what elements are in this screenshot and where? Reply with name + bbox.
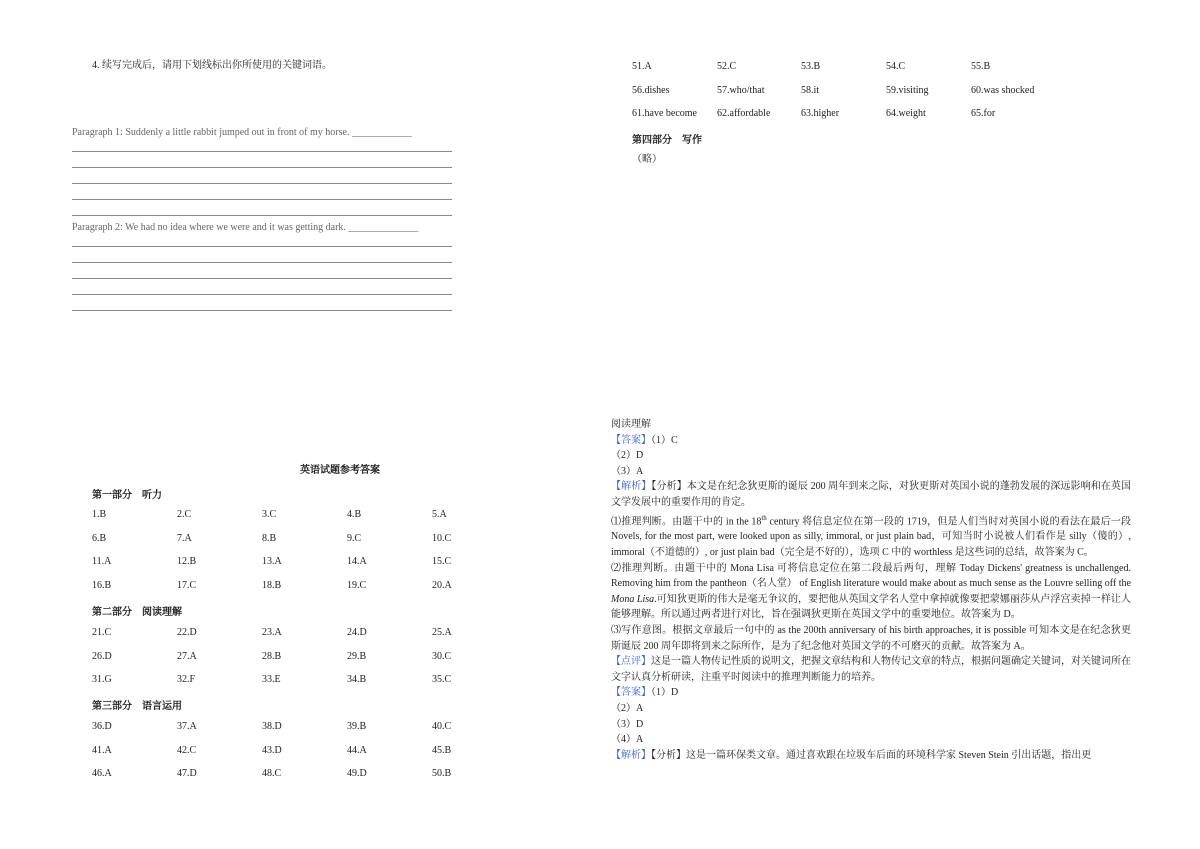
answer-cell: 19.C: [347, 579, 367, 591]
writing-line: [72, 246, 452, 247]
part3-title: 第三部分 语言运用: [92, 701, 182, 712]
answer-cell: 10.C: [432, 532, 452, 544]
answer-cell: 48.C: [262, 768, 282, 779]
answer-cell: 52.C: [717, 61, 737, 72]
answer-row: [92, 745, 472, 759]
answer-row: [92, 509, 472, 523]
answer-cell: 27.A: [177, 650, 197, 662]
explanation-block: [611, 417, 1131, 763]
answer-cell: 7.A: [177, 532, 192, 544]
answer-cell: 58.it: [801, 84, 820, 96]
answer-cell: 59.visiting: [886, 84, 929, 96]
answer-2-2: （2）A: [611, 703, 644, 715]
answer-row: [632, 108, 1052, 122]
answer-cell: 21.C: [92, 627, 112, 638]
answer-cell: 23.A: [262, 627, 282, 638]
answer-row: [632, 85, 1052, 99]
answer-cell: 51.A: [632, 61, 652, 72]
part4-note: （略）: [632, 154, 662, 165]
answer-cell: 15.C: [432, 556, 452, 567]
answer-cell: 35.C: [432, 674, 452, 685]
answer-cell: 46.A: [92, 768, 112, 779]
answer-cell: 5.A: [432, 509, 447, 520]
answer-cell: 62.affordable: [717, 108, 771, 119]
answer-cell: 17.C: [177, 579, 197, 591]
answer-tag: 【答案】: [611, 434, 651, 446]
answer-cell: 50.B: [432, 768, 452, 779]
analysis-2: 【分析】这是一篇环保类文章。通过喜欢跟在垃圾车后面的环境科学家 Steven Stein 引出话题，指出更: [651, 749, 1092, 761]
answer-row: [632, 61, 1052, 75]
answer-1-3: （3）A: [611, 465, 644, 477]
answer-cell: 55.B: [971, 61, 991, 72]
answer-cell: 14.A: [347, 556, 367, 567]
paragraph-1-prompt: Paragraph 1: Suddenly a little rabbit jumped out in front of my horse. ____________: [72, 127, 412, 138]
answer-row: [92, 674, 472, 688]
comment-tag: 【点评】: [611, 656, 651, 668]
part2-title: 第二部分 阅读理解: [92, 607, 182, 618]
answer-cell: 3.C: [262, 509, 277, 520]
answer-cell: 43.D: [262, 744, 282, 756]
analysis-tag: 【解析】: [611, 481, 652, 493]
answer-1-1: （1）C: [651, 434, 678, 446]
question-1-explanation: ⑴推理判断。由题干中的 in the 18th century 将信息定位在第一段的 1719，但是人们当时对英国小说的看法在最后一段 Novels, for the most part, were looked upon as silly, immoral, or just plain bad，可知当时小说被人们看作是 silly（傻的）, immoral（不道德的）, or just plain bad（完全是不好的），选项 C 中的 worthless 是这些词的总结，故答案为 C。: [611, 513, 1131, 559]
answer-row: [92, 627, 472, 641]
answer-cell: 57.who/that: [717, 84, 765, 96]
writing-line: [72, 183, 452, 184]
answer-cell: 12.B: [177, 556, 197, 567]
answer-cell: 26.D: [92, 650, 112, 662]
analysis-1: 【分析】本文是在纪念狄更斯的诞辰 200 周年到来之际，对狄更斯对英国小说的蓬勃发展的深远影响和在英国文学发展中的重要作用的肯定。: [611, 481, 1132, 508]
answer-2-1: （1）D: [651, 687, 679, 699]
answer-cell: 60.was shocked: [971, 84, 1035, 96]
answer-cell: 20.A: [432, 579, 452, 591]
answer-cell: 42.C: [177, 744, 197, 756]
answer-cell: 65.for: [971, 108, 996, 119]
answer-1-2: （2）D: [611, 450, 644, 462]
answer-cell: 31.G: [92, 674, 112, 685]
writing-line: [72, 294, 452, 295]
answer-key-title: 英语试题参考答案: [300, 465, 380, 476]
answer-cell: 13.A: [262, 556, 282, 567]
answer-cell: 24.D: [347, 627, 367, 638]
answer-cell: 44.A: [347, 744, 367, 756]
answer-row: [92, 556, 472, 570]
writing-line: [72, 151, 452, 152]
answer-tag: 【答案】: [611, 687, 651, 699]
answer-cell: 56.dishes: [632, 84, 670, 96]
answer-cell: 9.C: [347, 532, 362, 544]
answer-cell: 22.D: [177, 627, 197, 638]
answer-cell: 4.B: [347, 509, 362, 520]
answer-cell: 49.D: [347, 768, 367, 779]
answer-cell: 45.B: [432, 744, 452, 756]
question-3-explanation: ⑶写作意图。根据文章最后一句中的 as the 200th anniversary of his birth approaches, it is possible 可知本文是在纪念狄更斯诞辰 200 周年即将到来之际所作，是为了纪念他对英国文学的不可磨灭的贡献。故答案为 A。: [611, 625, 1131, 652]
part4-title: 第四部分 写作: [632, 135, 702, 146]
answer-cell: 63.higher: [801, 108, 840, 119]
answer-cell: 33.E: [262, 674, 281, 685]
writing-line: [72, 167, 452, 168]
answer-cell: 64.weight: [886, 108, 926, 119]
answer-cell: 30.C: [432, 650, 452, 662]
answer-cell: 39.B: [347, 721, 367, 732]
part1-title: 第一部分 听力: [92, 490, 162, 501]
writing-instruction: 4. 续写完成后，请用下划线标出你所使用的关键词语。: [92, 60, 332, 71]
answer-cell: 25.A: [432, 627, 452, 638]
writing-line: [72, 215, 452, 216]
answer-cell: 41.A: [92, 744, 112, 756]
answer-2-3: （3）D: [611, 718, 644, 730]
answer-cell: 11.A: [92, 556, 112, 567]
answer-row: [92, 768, 472, 782]
writing-line: [72, 278, 452, 279]
answer-cell: 32.F: [177, 674, 196, 685]
answer-cell: 16.B: [92, 579, 112, 591]
answer-2-4: （4）A: [611, 734, 644, 746]
comment-text: 这是一篇人物传记性质的说明文，把握文章结构和人物传记文章的特点，根据问题确定关键词，对关键词所在文字认真分析研读，注重平时阅读中的推理判断能力的培养。: [611, 656, 1131, 683]
explanation-heading: 阅读理解: [611, 419, 651, 430]
answer-row: [92, 651, 472, 665]
answer-row: [92, 533, 472, 547]
writing-line: [72, 262, 452, 263]
answer-cell: 37.A: [177, 721, 197, 732]
writing-line: [72, 199, 452, 200]
answer-cell: 1.B: [92, 509, 107, 520]
answer-cell: 8.B: [262, 532, 277, 544]
answer-row: [92, 721, 472, 735]
answer-cell: 53.B: [801, 61, 821, 72]
answer-row: [92, 580, 472, 594]
answer-cell: 61.have become: [632, 108, 697, 119]
answer-cell: 18.B: [262, 579, 282, 591]
question-2-explanation: ⑵推理判断。由题干中的 Mona Lisa 可将信息定位在第二段最后两句，理解 Today Dickens' greatness is unchallenged. Removing him from the pantheon（名人堂） of English literature would make about as much sense as the Louvre selling off the Mona Lisa.可知狄更斯的伟大是毫无争议的，要把他从英国文学名人堂中拿掉就像要把蒙娜丽莎从卢浮宫卖掉一样让人能够理解。所以通过两者进行对比，旨在强调狄更斯在英国文学中的重要地位。故答案为 D。: [611, 562, 1132, 621]
answer-cell: 40.C: [432, 721, 452, 732]
answer-cell: 34.B: [347, 674, 367, 685]
answer-cell: 2.C: [177, 509, 192, 520]
answer-cell: 29.B: [347, 650, 367, 662]
answer-cell: 36.D: [92, 721, 112, 732]
analysis-tag: 【解析】: [611, 749, 651, 761]
answer-cell: 38.D: [262, 721, 282, 732]
answer-cell: 28.B: [262, 650, 282, 662]
answer-cell: 54.C: [886, 61, 906, 72]
answer-cell: 47.D: [177, 768, 197, 779]
writing-line: [72, 310, 452, 311]
paragraph-2-prompt: Paragraph 2: We had no idea where we were and it was getting dark. ______________: [72, 222, 419, 233]
answer-cell: 6.B: [92, 532, 107, 544]
